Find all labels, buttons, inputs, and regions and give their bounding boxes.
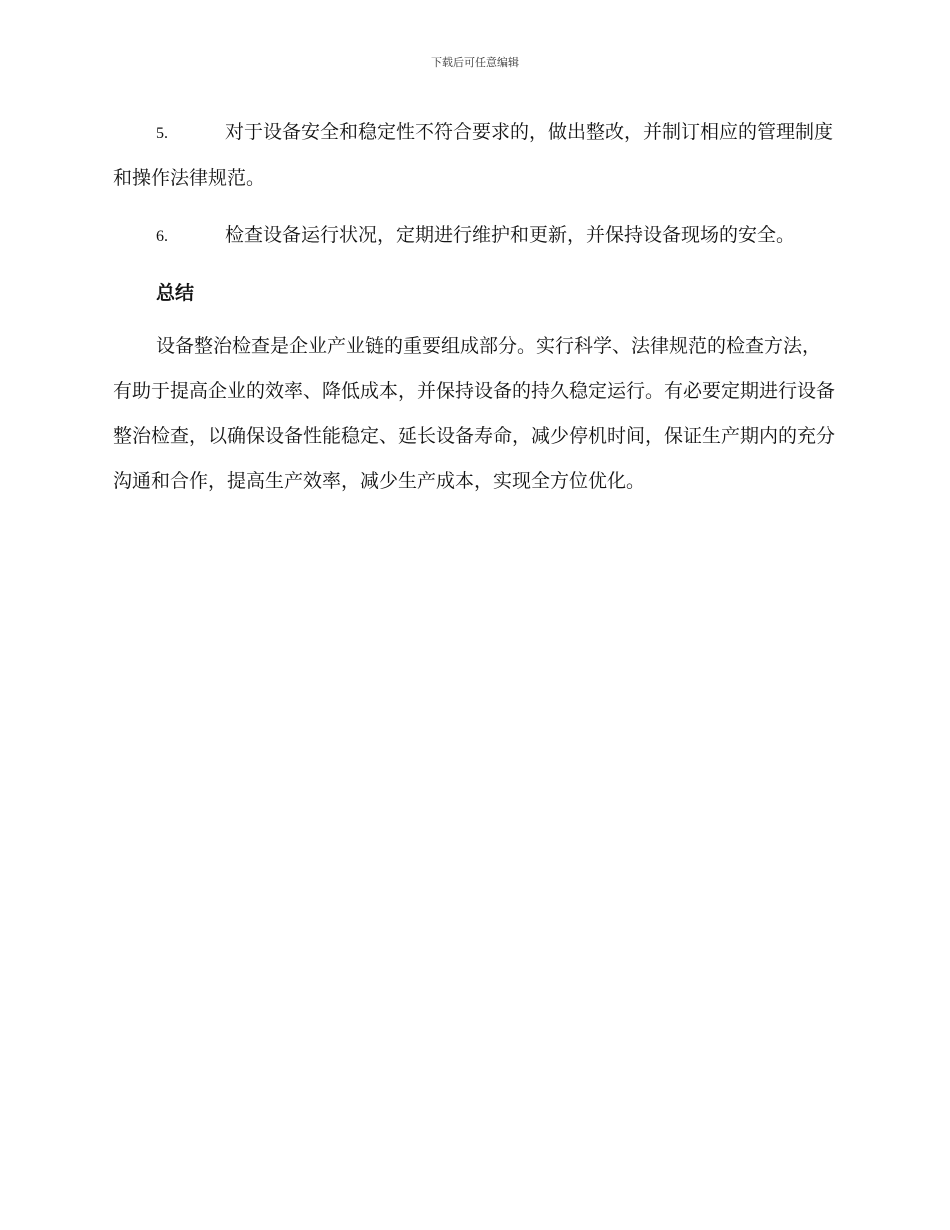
- list-text: 对于设备安全和稳定性不符合要求的，做出整改，并制订相应的管理制度和操作法律规范。: [113, 121, 834, 189]
- list-item-6: [113, 213, 835, 259]
- document-body: [113, 110, 835, 504]
- list-number: 6.: [156, 228, 168, 245]
- section-heading-summary: 总结: [156, 282, 195, 304]
- summary-paragraph: 设备整治检查是企业产业链的重要组成部分。实行科学、法律规范的检查方法，有助于提高企业的效率、降低成本，并保持设备的持久稳定运行。有必要定期进行设备整治检查，以确保设备性能稳定、延长设备寿命，减少停机时间，保证生产期内的充分沟通和合作，提高生产效率，减少生产成本，实现全方位优化。: [113, 335, 836, 492]
- list-item-5: [113, 110, 835, 201]
- list-number: 5.: [156, 125, 168, 142]
- list-text: 检查设备运行状况，定期进行维护和更新，并保持设备现场的安全。: [225, 224, 796, 246]
- header-note: 下载后可任意编辑: [431, 56, 519, 69]
